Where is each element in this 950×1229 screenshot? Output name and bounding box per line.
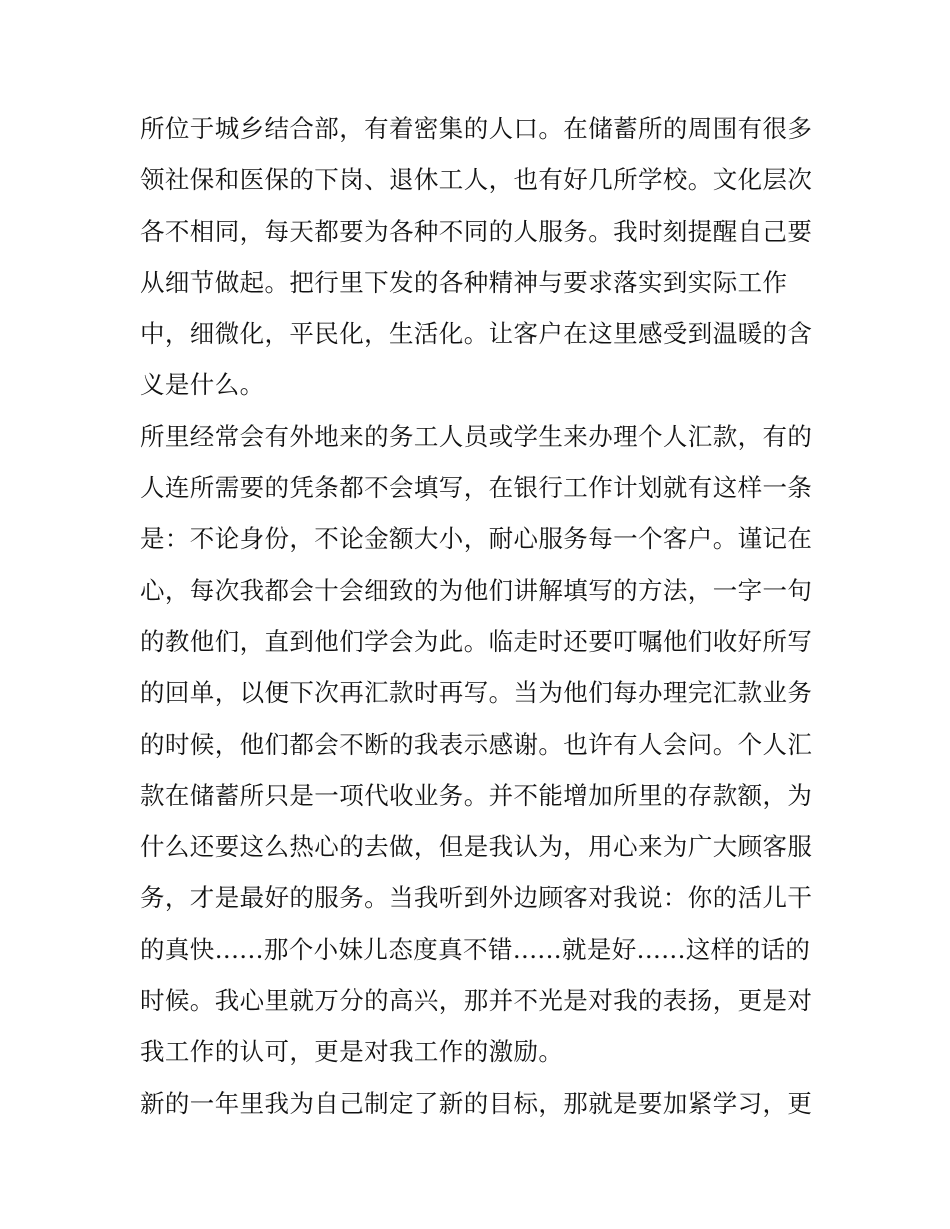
text-line: 所位于城乡结合部，有着密集的人口。在储蓄所的周围有很多 — [140, 114, 813, 143]
text-line: 的时候，他们都会不断的我表示感谢。也许有人会问。个人汇 — [140, 729, 813, 759]
text-line: 心，每次我都会十会细致的为他们讲解填写的方法，一字一句 — [140, 575, 813, 605]
text-line: 是：不论身份，不论金额大小，耐心服务每一个客户。谨记在 — [140, 524, 813, 554]
text-line: 务，才是最好的服务。当我听到外边顾客对我说：你的活儿干 — [140, 883, 813, 913]
text-line: 款在储蓄所只是一项代收业务。并不能增加所里的存款额，为 — [140, 780, 813, 810]
text-line: 的教他们，直到他们学会为此。临走时还要叮嘱他们收好所写 — [140, 626, 813, 656]
text-line: 什么还要这么热心的去做，但是我认为，用心来为广大顾客服 — [140, 832, 813, 862]
text-line: 所里经常会有外地来的务工人员或学生来办理个人汇款，有的 — [140, 421, 813, 451]
text-line: 中，细微化，平民化，生活化。让客户在这里感受到温暖的含 — [140, 319, 813, 349]
text-line: 从细节做起。把行里下发的各种精神与要求落实到实际工作 — [140, 267, 788, 297]
text-line: 各不相同，每天都要为各种不同的人服务。我时刻提醒自己要 — [140, 216, 813, 246]
text-line: 的真快......那个小妹儿态度真不错......就是好......这样的话的 — [140, 934, 811, 964]
text-line: 的回单，以便下次再汇款时再写。当为他们每办理完汇款业务 — [140, 678, 813, 708]
text-line: 领社保和医保的下岗、退休工人，也有好几所学校。文化层次 — [140, 165, 813, 195]
document-body — [140, 103, 820, 1129]
text-line: 义是什么。 — [140, 370, 265, 400]
text-line: 人连所需要的凭条都不会填写，在银行工作计划就有这样一条 — [140, 473, 813, 503]
text-line: 我工作的认可，更是对我工作的激励。 — [140, 1037, 564, 1067]
text-line: 时候。我心里就万分的高兴，那并不光是对我的表扬，更是对 — [140, 986, 813, 1016]
text-line: 新的一年里我为自己制定了新的目标，那就是要加紧学习，更 — [140, 1088, 813, 1118]
